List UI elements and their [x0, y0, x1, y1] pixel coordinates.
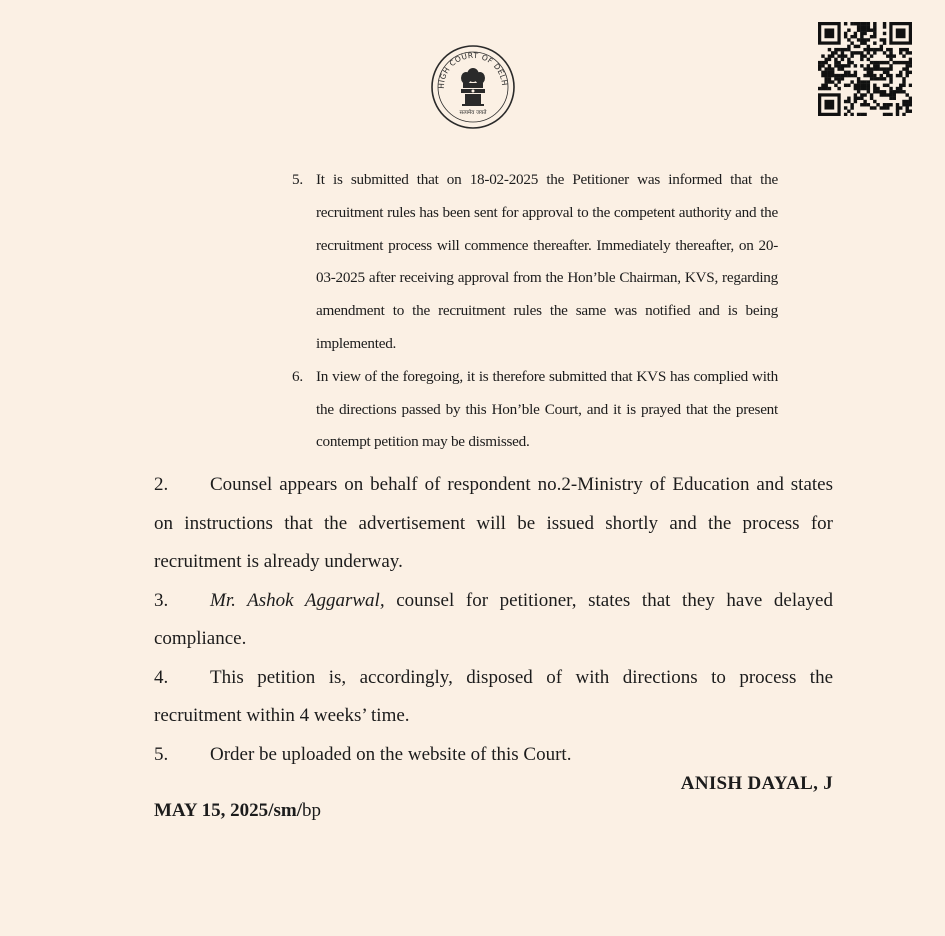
paragraph-text: counsel for petitioner, states that they have delayed compliance. — [154, 589, 833, 649]
quoted-paragraph-text: It is submitted that on 18-02-2025 the Petitioner was informed that the recruitment rules has been sent for approval to the competent authority and the recruitment process will commence thereafter. Immediately thereafter, on 20-03-2025 after receiving approval from the Hon’ble Chairman, KVS, regarding amendment to the recruitment rules the same was notified and is being implemented. — [316, 171, 778, 352]
court-seal-icon — [430, 44, 516, 130]
quoted-submission — [292, 164, 778, 459]
paragraph-number: 4. — [154, 666, 169, 688]
order-body — [154, 466, 833, 774]
counsel-name: Mr. Ashok Aggarwal, — [210, 589, 385, 611]
judge-signature: ANISH DAYAL, J — [680, 773, 833, 794]
paragraph-text: Counsel appears on behalf of respondent no.2-Ministry of Education and states on instructions that the advertisement will be issued shortly and the process for recruitment is already underway. — [154, 474, 833, 572]
quoted-paragraph-text: In view of the foregoing, it is therefore submitted that KVS has complied with the directions passed by this Hon’ble Court, and it is prayed that the present contempt petition may be dismissed. — [316, 367, 778, 451]
order-paragraph-4 — [154, 659, 833, 736]
order-paragraph-2 — [154, 466, 833, 582]
quoted-paragraph-6 — [292, 361, 778, 459]
staff-initials: bp — [301, 800, 321, 821]
quoted-paragraph-number: 5. — [292, 171, 303, 188]
qr-code-icon — [818, 22, 912, 116]
order-date: MAY 15, 2025 — [154, 800, 269, 821]
quoted-paragraph-5 — [292, 164, 778, 361]
svg-text:सत्यमेव जयते: सत्यमेव जयते — [459, 110, 487, 116]
order-dateline — [154, 800, 321, 822]
staff-initials-bold: /sm/ — [268, 800, 302, 821]
svg-text:HIGH COURT OF DELHI: HIGH COURT OF DELH — [436, 50, 510, 89]
paragraph-number: 2. — [154, 474, 169, 495]
paragraph-text: This petition is, accordingly, disposed of with directions to process the recruitment within 4 weeks’ time. — [154, 666, 833, 726]
paragraph-text: Order be uploaded on the website of this Court. — [210, 743, 572, 765]
quoted-paragraph-number: 6. — [292, 367, 303, 385]
order-paragraph-5 — [154, 736, 833, 775]
order-paragraph-3 — [154, 582, 833, 659]
paragraph-number: 5. — [154, 743, 169, 765]
paragraph-number: 3. — [154, 589, 169, 611]
